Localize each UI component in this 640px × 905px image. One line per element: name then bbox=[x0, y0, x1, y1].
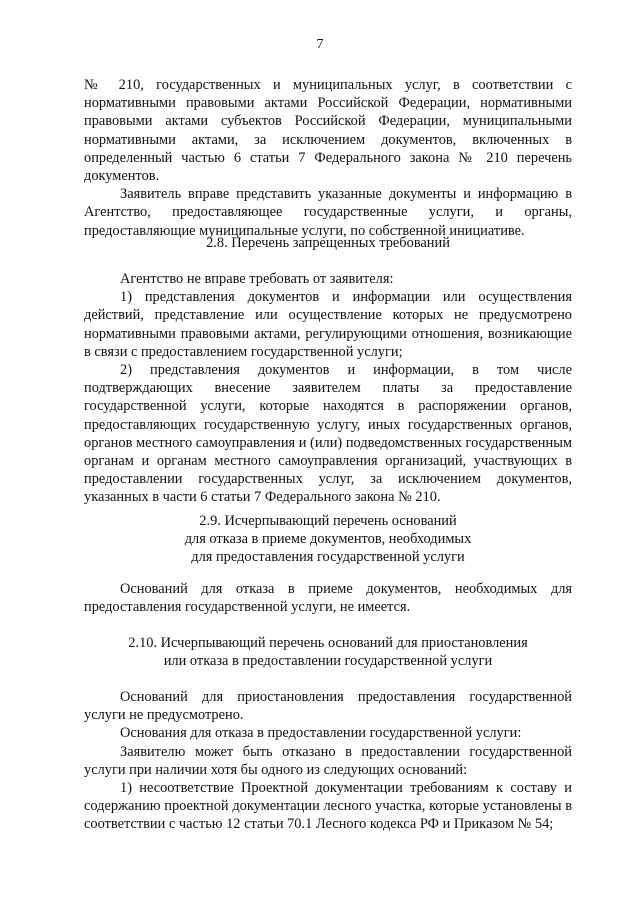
section-2-8-paragraph-1: Агентство не вправе требовать от заявителя: bbox=[120, 271, 394, 287]
section-2-8-body bbox=[84, 270, 572, 507]
section-2-9-heading-line-1: 2.9. Исчерпывающий перечень оснований bbox=[199, 513, 457, 529]
section-2-10-paragraph-2: Основания для отказа в предоставлении государственной услуги: bbox=[120, 725, 522, 742]
section-2-10-body bbox=[84, 688, 572, 834]
section-2-10-heading-line-2: или отказа в предоставлении государственной услуги bbox=[163, 653, 493, 670]
intro-block bbox=[84, 76, 572, 240]
section-2-8-heading: 2.8. Перечень запрещенных требований bbox=[206, 235, 450, 251]
section-2-9-paragraph-1: Оснований для отказа в приеме документов, необходимых для предоставления государственной услуги, не имеется. bbox=[84, 581, 572, 616]
page-number: 7 bbox=[316, 37, 324, 52]
intro-paragraph-1: № 210, государственных и муниципальных услуг, в соответствии с нормативными правовыми актами Российской Федерации, нормативными правовыми актами субъектов Российской Федерации, муниципальными нормативными актами, за исключением документов, включенных в определенный частью 6 статьи 7 Федерального закона № 210 перечень документов. bbox=[84, 77, 572, 185]
section-2-9-heading-line-2: для отказа в приеме документов, необходимых bbox=[184, 531, 472, 548]
section-2-10-heading-block bbox=[84, 634, 572, 670]
section-2-10-paragraph-3: Заявителю может быть отказано в предоставлении государственной услуги при наличии хотя бы одного из следующих оснований: bbox=[84, 743, 572, 778]
section-2-10-heading-line-1: 2.10. Исчерпывающий перечень оснований для приостановления bbox=[128, 635, 528, 651]
intro-paragraph-2: Заявитель вправе представить указанные документы и информацию в Агентство, предоставляющее государственные услуги, и органы, предоставляющие муниципальные услуги, по собственной инициативе. bbox=[84, 186, 572, 239]
section-2-10-paragraph-4: 1) несоответствие Проектной документации требованиям к составу и содержанию проектной документации лесного участка, которые установлены в соответствии с частью 12 статьи 70.1 Лесного кодекса РФ и Приказом № 54; bbox=[84, 780, 572, 833]
section-2-8-paragraph-3: 2) представления документов и информации, в том числе подтверждающих внесение заявителем платы за предоставление государственной услуги, которые находятся в распоряжении органов, предоставляющих государственную услугу, иных государственных органов, органов местного самоуправления и (или) подведомственных государственным органам и органам местного самоуправления организаций, участвующих в предоставлении государственных услуг, за исключением документов, указанных в части 6 статьи 7 Федерального закона № 210. bbox=[84, 362, 572, 506]
section-2-8-paragraph-2: 1) представления документов и информации или осуществления действий, представление или осуществление которых не предусмотрено нормативными правовыми актами, регулирующими отношения, возникающие в связи с предоставлением государственной услуги; bbox=[84, 289, 572, 360]
section-2-8-heading-block bbox=[84, 234, 572, 252]
section-2-9-body bbox=[84, 580, 572, 616]
section-2-9-heading-block bbox=[84, 512, 572, 567]
section-2-9-heading-line-3: для предоставления государственной услуги bbox=[191, 549, 465, 566]
section-2-10-paragraph-1: Оснований для приостановления предоставления государственной услуги не предусмотрено. bbox=[84, 689, 572, 724]
